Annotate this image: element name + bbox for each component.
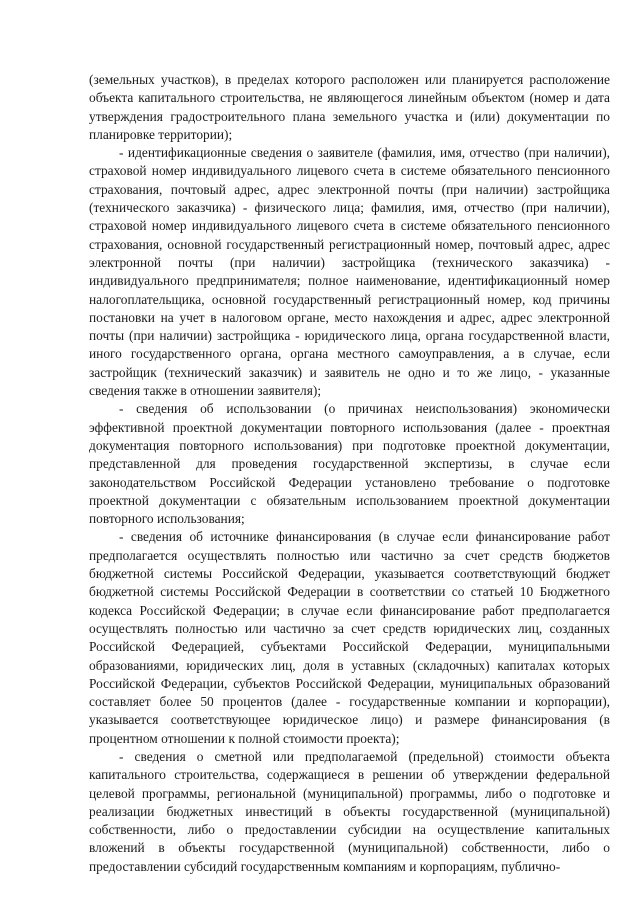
paragraph-applicant-info: - идентификационные сведения о заявителе (фамилия, имя, отчество (при наличии), страховой номер индивидуального лицевого счета в системе обязательного пенсионного страхования, почтовый адрес, адрес электронной почты (при наличии) застройщика (технического заказчика) - физического лица; фамилия, имя, отчество (при наличии), страховой номер индивидуального лицевого счета в системе обязательного пенсионного страхования, основной государственный регистрационный номер, почтовый адрес, адрес электронной почты (при наличии) застройщика (технического заказчика) - индивидуального предпринимателя; полное наименование, идентификационный номер налогоплательщика, основной государственный регистрационный номер, код причины постановки на учет в налоговом органе, место нахождения и адрес, адрес электронной почты (при наличии) застройщика - юридического лица, органа государственной власти, иного государственного органа, органа местного самоуправления, а в случае, если застройщик (технический заказчик) и заявитель не одно и то же лицо, - указанные сведения также в отношении заявителя);: [89, 145, 610, 399]
paragraph-land-plots: (земельных участков), в пределах которого расположен или планируется расположение объекта капитального строительства, не являющегося линейным объектом (номер и дата утверждения градостроительного плана земельного участка и (или) документации по планировке территории);: [89, 72, 610, 142]
paragraph-reuse-documentation: - сведения об использовании (о причинах неиспользования) экономически эффективной проектной документации повторного использования (далее - проектная документация повторного использования) при подготовке проектной документации, представленной для проведения государственной экспертизы, в случае если законодательством Российской Федерации установлено требование о подготовке проектной документации с обязательным использованием проектной документации повторного использования;: [89, 401, 610, 527]
paragraph-estimated-cost: - сведения о сметной или предполагаемой (предельной) стоимости объекта капитального строительства, содержащиеся в решении об утверждении федеральной целевой программы, региональной (муниципальной) программы, либо о подготовке и реализации бюджетных инвестиций в объекты государственной (муниципальной) собственности, либо о предоставлении субсидии на осуществление капитальных вложений в объекты государственной (муниципальной) собственности, либо о предоставлении субсидий государственным компаниям и корпорациям, публично-: [89, 748, 610, 874]
document-body: [89, 71, 610, 876]
paragraph-funding-source: - сведения об источнике финансирования (в случае если финансирование работ предполагается осуществлять полностью или частично за счет средств бюджетов бюджетной системы Российской Федерации, указывается соответствующий бюджет бюджетной системы Российской Федерации в соответствии со статьей 10 Бюджетного кодекса Российской Федерации; в случае если финансирование работ предполагается осуществлять полностью или частично за счет средств юридических лиц, созданных Российской Федерацией, субъектами Российской Федерации, муниципальными образованиями, юридических лиц, доля в уставных (складочных) капиталах которых Российской Федерации, субъектов Российской Федерации, муниципальных образований составляет более 50 процентов (далее - государственные компании и корпорации), указывается соответствующее юридическое лицо) и размере финансирования (в процентном отношении к полной стоимости проекта);: [89, 529, 610, 746]
